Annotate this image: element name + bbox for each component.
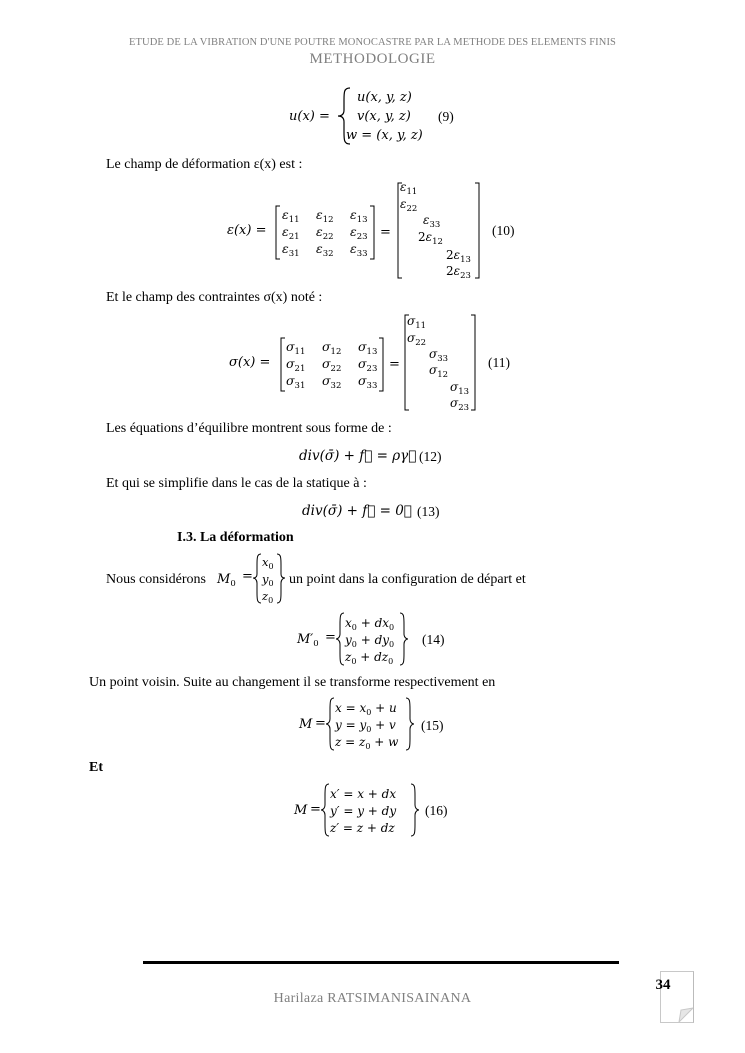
- eq16-number: (16): [425, 803, 448, 818]
- eq10-lhs: ε(x) =: [227, 223, 267, 238]
- svg-text:ε11: $\varepsilon_{11}$: [282, 207, 300, 225]
- svg-text:M: M: [299, 717, 313, 732]
- paragraph-et: Et: [89, 760, 103, 775]
- svg-text:σ13: $\sigma_{13}$: [450, 380, 470, 397]
- section-title: METHODOLOGIE: [309, 51, 436, 67]
- svg-text:=: =: [325, 630, 336, 645]
- eq11-lhs: σ(x) =: [229, 355, 271, 370]
- paragraph-neighbor: Un point voisin. Suite au changement il se transforme respectivement en: [89, 675, 496, 690]
- svg-text:σ12: $\sigma_{12}$: [429, 363, 449, 380]
- svg-text:ε12: $\varepsilon_{12}$: [316, 207, 334, 225]
- paragraph-consider-end: un point dans la configuration de départ et: [289, 572, 526, 587]
- svg-text:σ21: $\sigma_{21}$: [286, 356, 306, 374]
- eq9-lhs: u(x) =: [289, 109, 330, 124]
- eq13-formula: div(σ̄) + f⃗ = 0⃗: [302, 503, 412, 519]
- eq13-number: (13): [417, 504, 440, 519]
- svg-text:y0 + dy0: $y_0 + dy_0$: [345, 633, 395, 649]
- svg-text:ε32: $\varepsilon_{32}$: [316, 241, 334, 259]
- eq15-number: (15): [421, 718, 444, 733]
- svg-text:=: =: [389, 357, 400, 372]
- svg-text:z0: $z_0$: [262, 589, 274, 605]
- svg-text:x′ = x + dx: x′ = x + dx: [330, 787, 397, 801]
- svg-text:ε33: $\varepsilon_{33}$: [423, 213, 441, 230]
- eq16-formula: [293, 781, 423, 839]
- svg-text:σ32: $\sigma_{32}$: [322, 373, 342, 391]
- eq11-number: (11): [488, 355, 510, 370]
- svg-text:σ11: $\sigma_{11}$: [286, 339, 306, 357]
- eq-m0-vector: [215, 552, 287, 606]
- svg-text:ε21: $\varepsilon_{21}$: [282, 224, 300, 242]
- page-number: 34: [655, 977, 671, 993]
- svg-text:x0: $x_0$: [262, 555, 274, 571]
- svg-text:ε13: $\varepsilon_{13}$: [350, 207, 368, 225]
- eq9-row-v: v(x, y, z): [357, 109, 411, 124]
- footer-rule: [143, 961, 619, 964]
- svg-text:σ23: $\sigma_{23}$: [358, 356, 378, 374]
- eq9-row-u: u(x, y, z): [357, 90, 412, 105]
- svg-text:σ22: $\sigma_{22}$: [407, 331, 427, 348]
- svg-text:σ31: $\sigma_{31}$: [286, 373, 306, 391]
- paragraph-static: Et qui se simplifie dans le cas de la statique à :: [106, 476, 367, 491]
- eq10-matrices: [270, 179, 520, 281]
- svg-text:z′ = z + dz: z′ = z + dz: [330, 821, 395, 835]
- svg-text:M: M: [294, 803, 308, 818]
- footer-author: Harilaza RATSIMANISAINANA: [273, 991, 472, 1006]
- svg-text:σ33: $\sigma_{33}$: [429, 347, 449, 364]
- svg-text:=: =: [242, 569, 253, 584]
- svg-text:x = x0 + u: $x = x_0 + u$: [335, 701, 397, 717]
- svg-text:M0: $M_0$: [217, 572, 236, 589]
- svg-text:=: =: [315, 716, 326, 731]
- eq12-formula: div(σ̄) + f⃗ = ργ⃗: [299, 448, 417, 464]
- eq14-number: (14): [422, 632, 445, 647]
- svg-text:ε33: $\varepsilon_{33}$: [350, 241, 368, 259]
- eq9-row-w: w = (x, y, z): [346, 128, 423, 143]
- svg-text:ε11: $\varepsilon_{11}$: [400, 180, 418, 197]
- svg-text:z = z0 + w: $z = z_0 + w$: [335, 735, 399, 751]
- svg-text:2ε12: $2\varepsilon_{12}$: [418, 230, 443, 247]
- svg-text:σ11: $\sigma_{11}$: [407, 314, 427, 331]
- paragraph-equilibrium: Les équations d’équilibre montrent sous forme de :: [106, 421, 392, 436]
- svg-text:σ13: $\sigma_{13}$: [358, 339, 378, 357]
- eq10-number: (10): [492, 223, 515, 238]
- svg-text:=: =: [310, 802, 321, 817]
- subsection-heading: I.3. La déformation: [177, 530, 294, 545]
- svg-text:σ23: $\sigma_{23}$: [450, 396, 470, 413]
- svg-text:ε31: $\varepsilon_{31}$: [282, 241, 300, 259]
- svg-text:σ22: $\sigma_{22}$: [322, 356, 342, 374]
- svg-text:x0 + dx0: $x_0 + dx_0$: [345, 616, 395, 632]
- svg-text:y0: $y_0$: [262, 572, 274, 588]
- svg-text:σ12: $\sigma_{12}$: [322, 339, 342, 357]
- eq14-formula: [296, 610, 414, 668]
- svg-text:=: =: [380, 225, 391, 240]
- running-header: ETUDE DE LA VIBRATION D'UNE POUTRE MONOCASTRE PAR LA METHODE DES ELEMENTS FINIS: [129, 37, 616, 48]
- eq11-matrices: [275, 311, 485, 413]
- eq12-number: (12): [419, 449, 442, 464]
- svg-text:ε22: $\varepsilon_{22}$: [400, 197, 418, 214]
- svg-text:σ33: $\sigma_{33}$: [358, 373, 378, 391]
- svg-text:M′0: $M'_0$: [297, 632, 319, 649]
- svg-text:ε22: $\varepsilon_{22}$: [316, 224, 334, 242]
- svg-text:z0 + dz0: $z_0 + dz_0$: [345, 650, 394, 666]
- svg-text:ε23: $\varepsilon_{23}$: [350, 224, 368, 242]
- paragraph-consider-start: Nous considérons: [106, 572, 206, 587]
- svg-text:y = y0 + v: $y = y_0 + v$: [335, 718, 396, 734]
- svg-text:2ε23: $2\varepsilon_{23}$: [446, 264, 471, 281]
- eq9-number: (9): [438, 109, 454, 124]
- svg-text:y′ = y + dy: y′ = y + dy: [330, 804, 397, 818]
- svg-text:2ε13: $2\varepsilon_{13}$: [446, 248, 471, 265]
- eq15-formula: [298, 695, 418, 753]
- paragraph-stress: Et le champ des contraintes σ(x) noté :: [106, 290, 323, 305]
- paragraph-strain: Le champ de déformation ε(x) est :: [106, 157, 303, 172]
